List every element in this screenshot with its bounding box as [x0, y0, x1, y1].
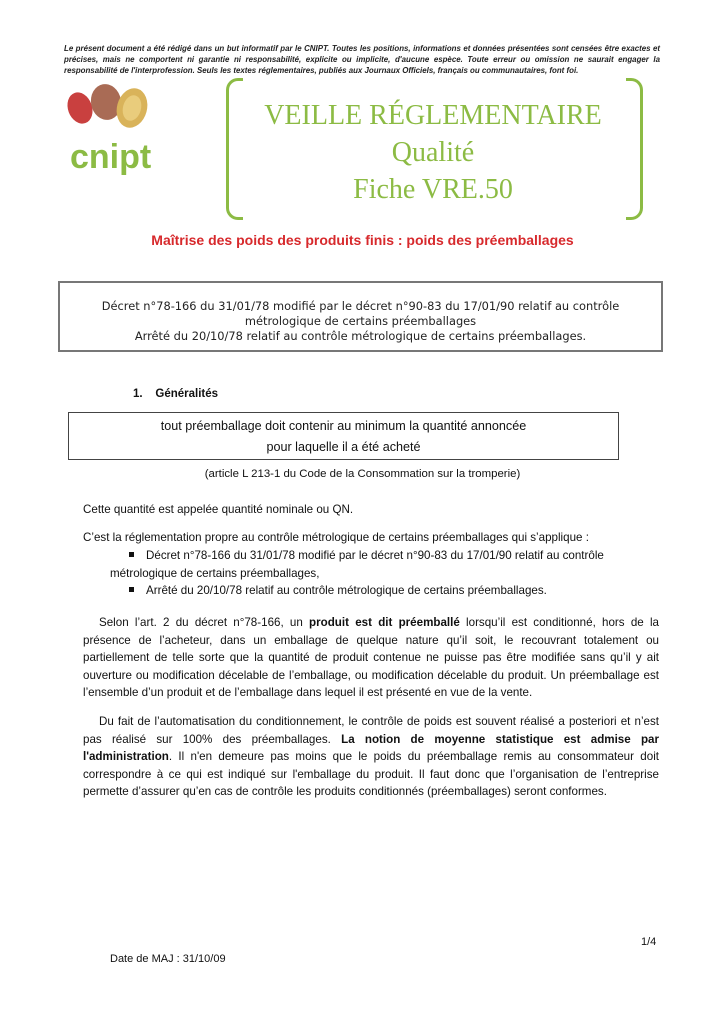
- subtitle: Maîtrise des poids des produits finis : poids des préemballages: [151, 232, 574, 248]
- update-date: Date de MAJ : 31/10/09: [110, 953, 226, 965]
- quote-line2: pour laquelle il a été acheté: [266, 440, 421, 454]
- p3-bold: produit est dit préemballé: [309, 616, 460, 629]
- paragraph-4: [83, 713, 659, 801]
- quote-box: [68, 412, 619, 460]
- section-heading: 1. Généralités: [133, 388, 219, 400]
- bullet-square-icon: [129, 552, 134, 557]
- cnipt-logo: [62, 80, 162, 180]
- title-line2: Qualité: [391, 137, 475, 168]
- title-block: [240, 96, 626, 209]
- quote-line1: tout préemballage doit contenir au minimum la quantité annoncée: [160, 419, 527, 433]
- decree-box: [58, 281, 663, 352]
- title-line1: VEILLE RÉGLEMENTAIRE: [264, 100, 602, 131]
- decree-line2: métrologique de certains préemballages: [244, 314, 477, 328]
- logo-text: cnipt: [70, 138, 152, 176]
- bullet-2: Arrêté du 20/10/78 relatif au contrôle métrologique de certains préemballages.: [146, 584, 547, 597]
- p4-text-a: Du fait de l’automatisation du conditionnement, le contrôle de poids est souvent réalisé a posteriori et n’est pas réalisé sur 100% des préemballages.: [83, 715, 659, 746]
- p4-text-c: . Il n'en demeure pas moins que le poids du préemballage remis au consommateur doit correspondre à ce qui est indiqué sur l'emballage du produit. Il faut donc que l’organisation de l’entreprise permette d’assurer qu’en cas de contrôle les produits conditionnés (préemballages) seront conformes.: [83, 750, 659, 798]
- paragraph-2: C’est la réglementation propre au contrôle métrologique de certains préemballages qui s’applique :: [83, 531, 589, 544]
- p3-text-a: Selon l’art. 2 du décret n°78-166, un: [99, 616, 310, 629]
- bullet-1a: Décret n°78-166 du 31/01/78 modifié par le décret n°90-83 du 17/01/90 relatif au contrôle: [146, 549, 604, 562]
- p3-text-c: lorsqu’il est conditionné, hors de la présence de l’acheteur, dans un emballage de quelque nature qu’il soit, le recouvrant totalement ou partiellement de telle sorte que la quantité de produit contenue ne puisse pas être modifiée sans qu’il y ait ouverture ou modification décelable de l’emballage, ou modification décelable du produit. Un préemballage est l’ensemble d’un produit et de l’emballage dans lequel il est présenté en vue de la vente.: [83, 616, 659, 699]
- potato-logo-icon: [63, 82, 151, 132]
- title-bracket-right: [626, 78, 643, 220]
- bullet-square-icon: [129, 587, 134, 592]
- bullet-1b: métrologique de certains préemballages,: [110, 566, 320, 580]
- decree-line3: Arrêté du 20/10/78 relatif au contrôle métrologique de certains préemballages.: [134, 329, 587, 343]
- disclaimer: Le présent document a été rédigé dans un but informatif par le CNIPT. Toutes les positions, informations et données présentées sont censées être exactes et précises, mais ne comportent ni garantie ni responsabilité, explicite ou implicite, d'aucune espèce. Toute erreur ou omission ne saurait engager la responsabilité de l'interprofession. Seuls les textes réglementaires, publiés aux Journaux Officiels, français ou communautaires, font foi.: [64, 44, 660, 75]
- bullet-item-2: [110, 582, 660, 600]
- title-line3: Fiche VRE.50: [353, 174, 513, 205]
- decree-line1: Décret n°78-166 du 31/01/78 modifié par le décret n°90-83 du 17/01/90 relatif au contrôle: [101, 299, 620, 313]
- p4-bold: La notion de moyenne statistique est admise par l'administration: [83, 732, 659, 763]
- bullet-item-1: [110, 547, 660, 582]
- paragraph-1: Cette quantité est appelée quantité nominale ou QN.: [83, 503, 354, 516]
- caption: (article L 213-1 du Code de la Consommation sur la tromperie): [204, 468, 521, 480]
- paragraph-3: [83, 614, 659, 702]
- page-number: 1/4: [641, 936, 657, 948]
